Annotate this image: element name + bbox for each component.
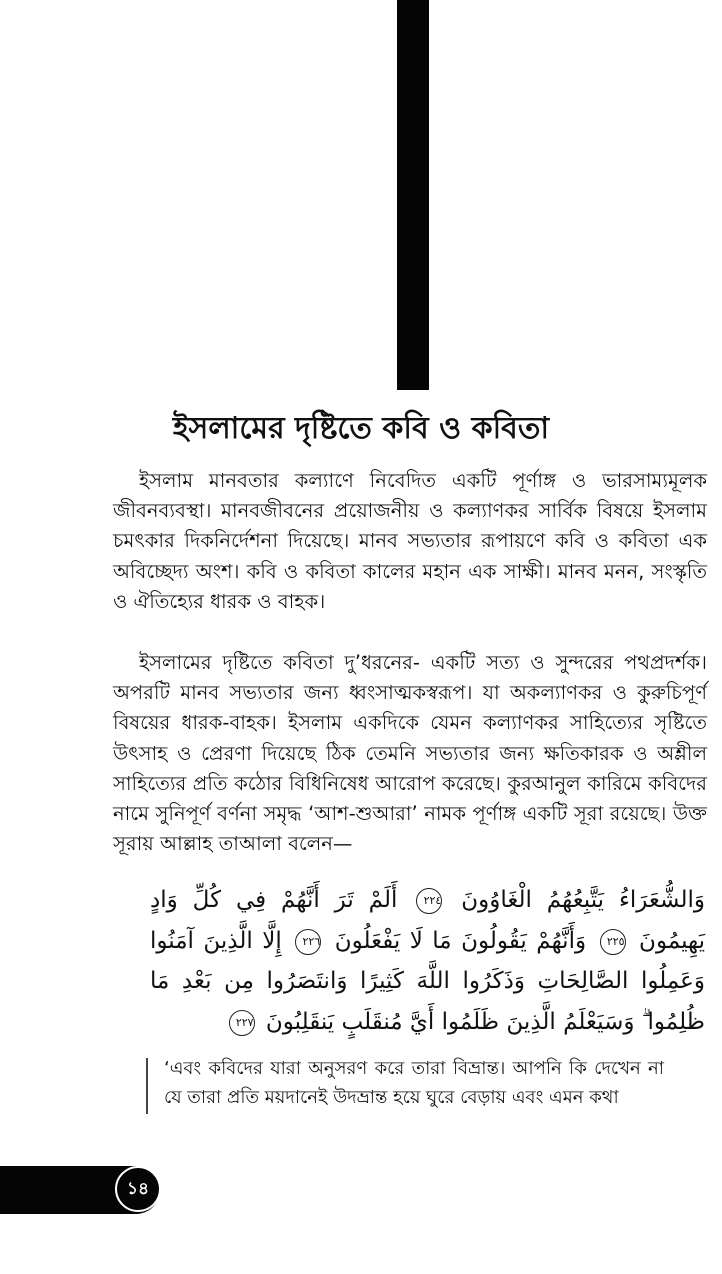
paragraph-intro: ইসলাম মানবতার কল্যাণে নিবেদিত একটি পূর্ণাঙ্গ ও ভারসাম্যমূলক জীবনব্যবস্থা। মানবজীবনের প্রয়োজনীয় ও কল্যাণকর সার্বিক বিষয়ে ইসলাম চমৎকার দিকনির্দেশনা দিয়েছে। মানব সভ্যতার রূপায়ণে কবি ও কবিতা এক অবিচ্ছেদ্য অংশ। কবি ও কবিতা কালের মহান এক সাক্ষী। মানব মনন, সংস্কৃতি ও ঐতিহ্যের ধারক ও বাহক। [113,469,707,613]
quote-divider-line [146,1058,148,1114]
paragraph-poetry-types: ইসলামের দৃষ্টিতে কবিতা দু’ধরনের- একটি সত্য ও সুন্দরের পথপ্রদর্শক। অপরটি মানব সভ্যতার জন্য ধ্বংসাত্মকস্বরূপ। যা অকল্যাণকর ও কুরুচিপূর্ণ বিষয়ের ধারক-বাহক। ইসলাম একদিকে যেমন কল্যাণকর সাহিত্যের সৃষ্টিতে উৎসাহ ও প্রেরণা দিয়েছে ঠিক তেমনি সভ্যতার জন্য ক্ষতিকারক ও অশ্লীল সাহিত্যের প্রতি কঠোর বিধিনিষেধ আরোপ করেছে। কুরআনুল কারিমে কবিদের নামে সুনিপূর্ণ বর্ণনা সমৃদ্ধ ‘আশ-শুআরা’ নামক পূর্ণাঙ্গ একটি সূরা রয়েছে। উক্ত সূরায় আল্লাহ তাআলা বলেন— [113,651,707,856]
ayah-number-marker: ٢٢٥ [600,929,626,955]
page-number-badge: ১৪ [115,1166,161,1212]
ayah-number-marker: ٢٢٧ [229,1010,255,1036]
quran-verse-block [150,880,705,1042]
quran-segment: وَالشُّعَرَاءُ يَتَّبِعُهُمُ الْغَاوُونَ [461,887,706,913]
decorative-top-bar [397,0,429,390]
chapter-title: ইসলামের দৃষ্টিতে কবি ও কবিতা [172,411,550,446]
quran-segment: وَأَنَّهُمْ يَقُولُونَ مَا لَا يَفْعَلُونَ [334,927,587,954]
quran-segment: أَلَمْ تَرَ أَنَّهُمْ فِي كُلِّ وَادٍ يَهِيمُونَ [150,887,706,954]
quran-segment: إِلَّا الَّذِينَ آمَنُوا وَعَمِلُوا الصَّالِحَاتِ وَذَكَرُوا اللَّهَ كَثِيرًا وَانتَصَرُوا مِن بَعْدِ مَا ظُلِمُوا ۗ وَسَيَعْلَمُ الَّذِينَ ظَلَمُوا أَيَّ مُنقَلَبٍ يَنقَلِبُونَ [150,927,705,1035]
verse-translation: ‘এবং কবিদের যারা অনুসরণ করে তারা বিভ্রান্ত। আপনি কি দেখেন না যে তারা প্রতি ময়দানেই উদভ্রান্ত হয়ে ঘুরে বেড়ায় এবং এমন কথা [164,1058,664,1108]
ayah-number-marker: ٢٢٤ [416,888,442,914]
ayah-number-marker: ٢٢٦ [295,929,321,955]
